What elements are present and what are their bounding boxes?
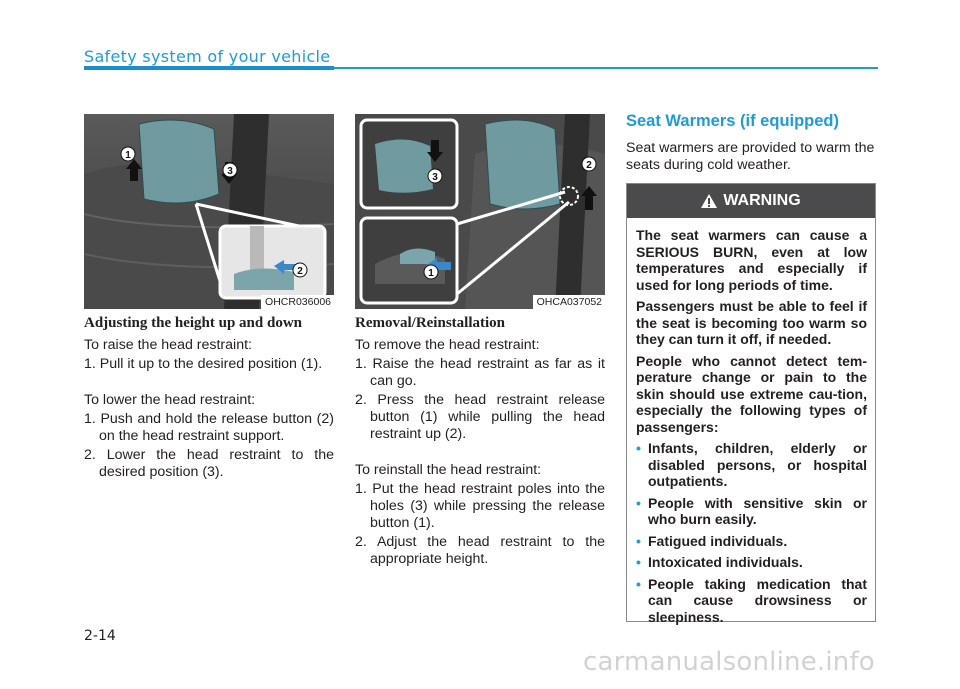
seat-warmers-body: Seat warmers are provided to warm the seats during cold weather. [626, 140, 875, 173]
warning-paragraph: People who cannot detect tem-perature change or pain to the skin should use extreme cau-tion, especially the following types of passengers: [636, 352, 867, 435]
reinstall-intro: To reinstall the head restraint: [355, 462, 542, 478]
adjust-height-section [84, 315, 334, 483]
warning-paragraph: The seat warmers can cause a SERIOUS BURN, even at low temperatures and especially if used for long periods of time. [636, 227, 867, 293]
lower-intro: To lower the head restraint: [84, 392, 256, 408]
warning-bullet: • People with sensitive skin or who burn easily. [636, 494, 867, 527]
warning-bullet: • People taking medication that can cause drowsiness or sleepiness. [636, 575, 867, 625]
warning-triangle-icon [701, 194, 717, 208]
figure-code: OHCR036006 [261, 295, 334, 309]
callout-3: 3 [432, 172, 438, 183]
callout-1: 1 [428, 268, 434, 279]
removal-heading: Removal/Reinstallation [355, 315, 505, 331]
head-restraint-height-illustration [84, 114, 334, 309]
callout-2: 2 [586, 160, 592, 171]
remove-step: 1. Raise the head restraint as far as it can go. [355, 356, 605, 389]
warning-body [627, 218, 875, 625]
reinstall-step: 1. Put the head restraint poles into the holes (3) while pressing the release button (1). [355, 481, 605, 531]
bullet-dot-icon: • [636, 440, 641, 456]
head-restraint-removal-illustration [355, 114, 605, 309]
removal-section [355, 315, 605, 570]
remove-steps [355, 356, 605, 443]
lower-step: 2. Lower the head restraint to the desired position (3). [84, 447, 334, 480]
warning-bullet: • Infants, children, elderly or disabled persons, or hospital outpatients. [636, 440, 867, 489]
warning-header [627, 184, 875, 218]
callout-2: 2 [297, 266, 303, 277]
reinstall-step: 2. Adjust the head restraint to the appropriate height. [355, 534, 605, 567]
lower-steps [84, 411, 334, 481]
raise-intro: To raise the head restraint: [84, 337, 252, 353]
warning-paragraph: Passengers must be able to feel if the seat is becoming too warm so they can turn it off, if needed. [636, 298, 867, 347]
warning-bullet: • Intoxicated individuals. [636, 554, 803, 570]
remove-step: 2. Press the head restraint release button (1) while pulling the head restraint up (2). [355, 392, 605, 442]
figure-code: OHCA037052 [533, 295, 605, 309]
callout-3: 3 [227, 166, 233, 177]
raise-step: 1. Pull it up to the desired position (1). [84, 356, 323, 372]
seat-warmers-section [626, 112, 878, 174]
warning-label: WARNING [723, 192, 801, 209]
seat-warmers-heading: Seat Warmers (if equipped) [626, 112, 840, 130]
header-rule-accent [84, 66, 334, 70]
remove-intro: To remove the head restraint: [355, 337, 540, 353]
section-title: Safety system of your vehicle [84, 47, 331, 66]
warning-bullets [636, 440, 867, 625]
bullet-dot-icon: • [636, 554, 641, 570]
lower-step: 1. Push and hold the release button (2) on the head restraint support. [84, 411, 334, 444]
header-rule [334, 67, 878, 69]
reinstall-steps [355, 481, 605, 568]
bullet-dot-icon: • [636, 532, 641, 549]
raise-steps [84, 356, 334, 373]
callout-1: 1 [125, 150, 131, 161]
page-number: 2-14 [84, 628, 116, 644]
bullet-dot-icon: • [636, 494, 641, 511]
watermark: carmanualsonline.info [583, 647, 875, 677]
bullet-dot-icon: • [636, 575, 641, 592]
warning-box [626, 183, 876, 625]
warning-bullet: • Fatigued individuals. [636, 532, 788, 549]
adjust-height-heading: Adjusting the height up and down [84, 315, 302, 331]
